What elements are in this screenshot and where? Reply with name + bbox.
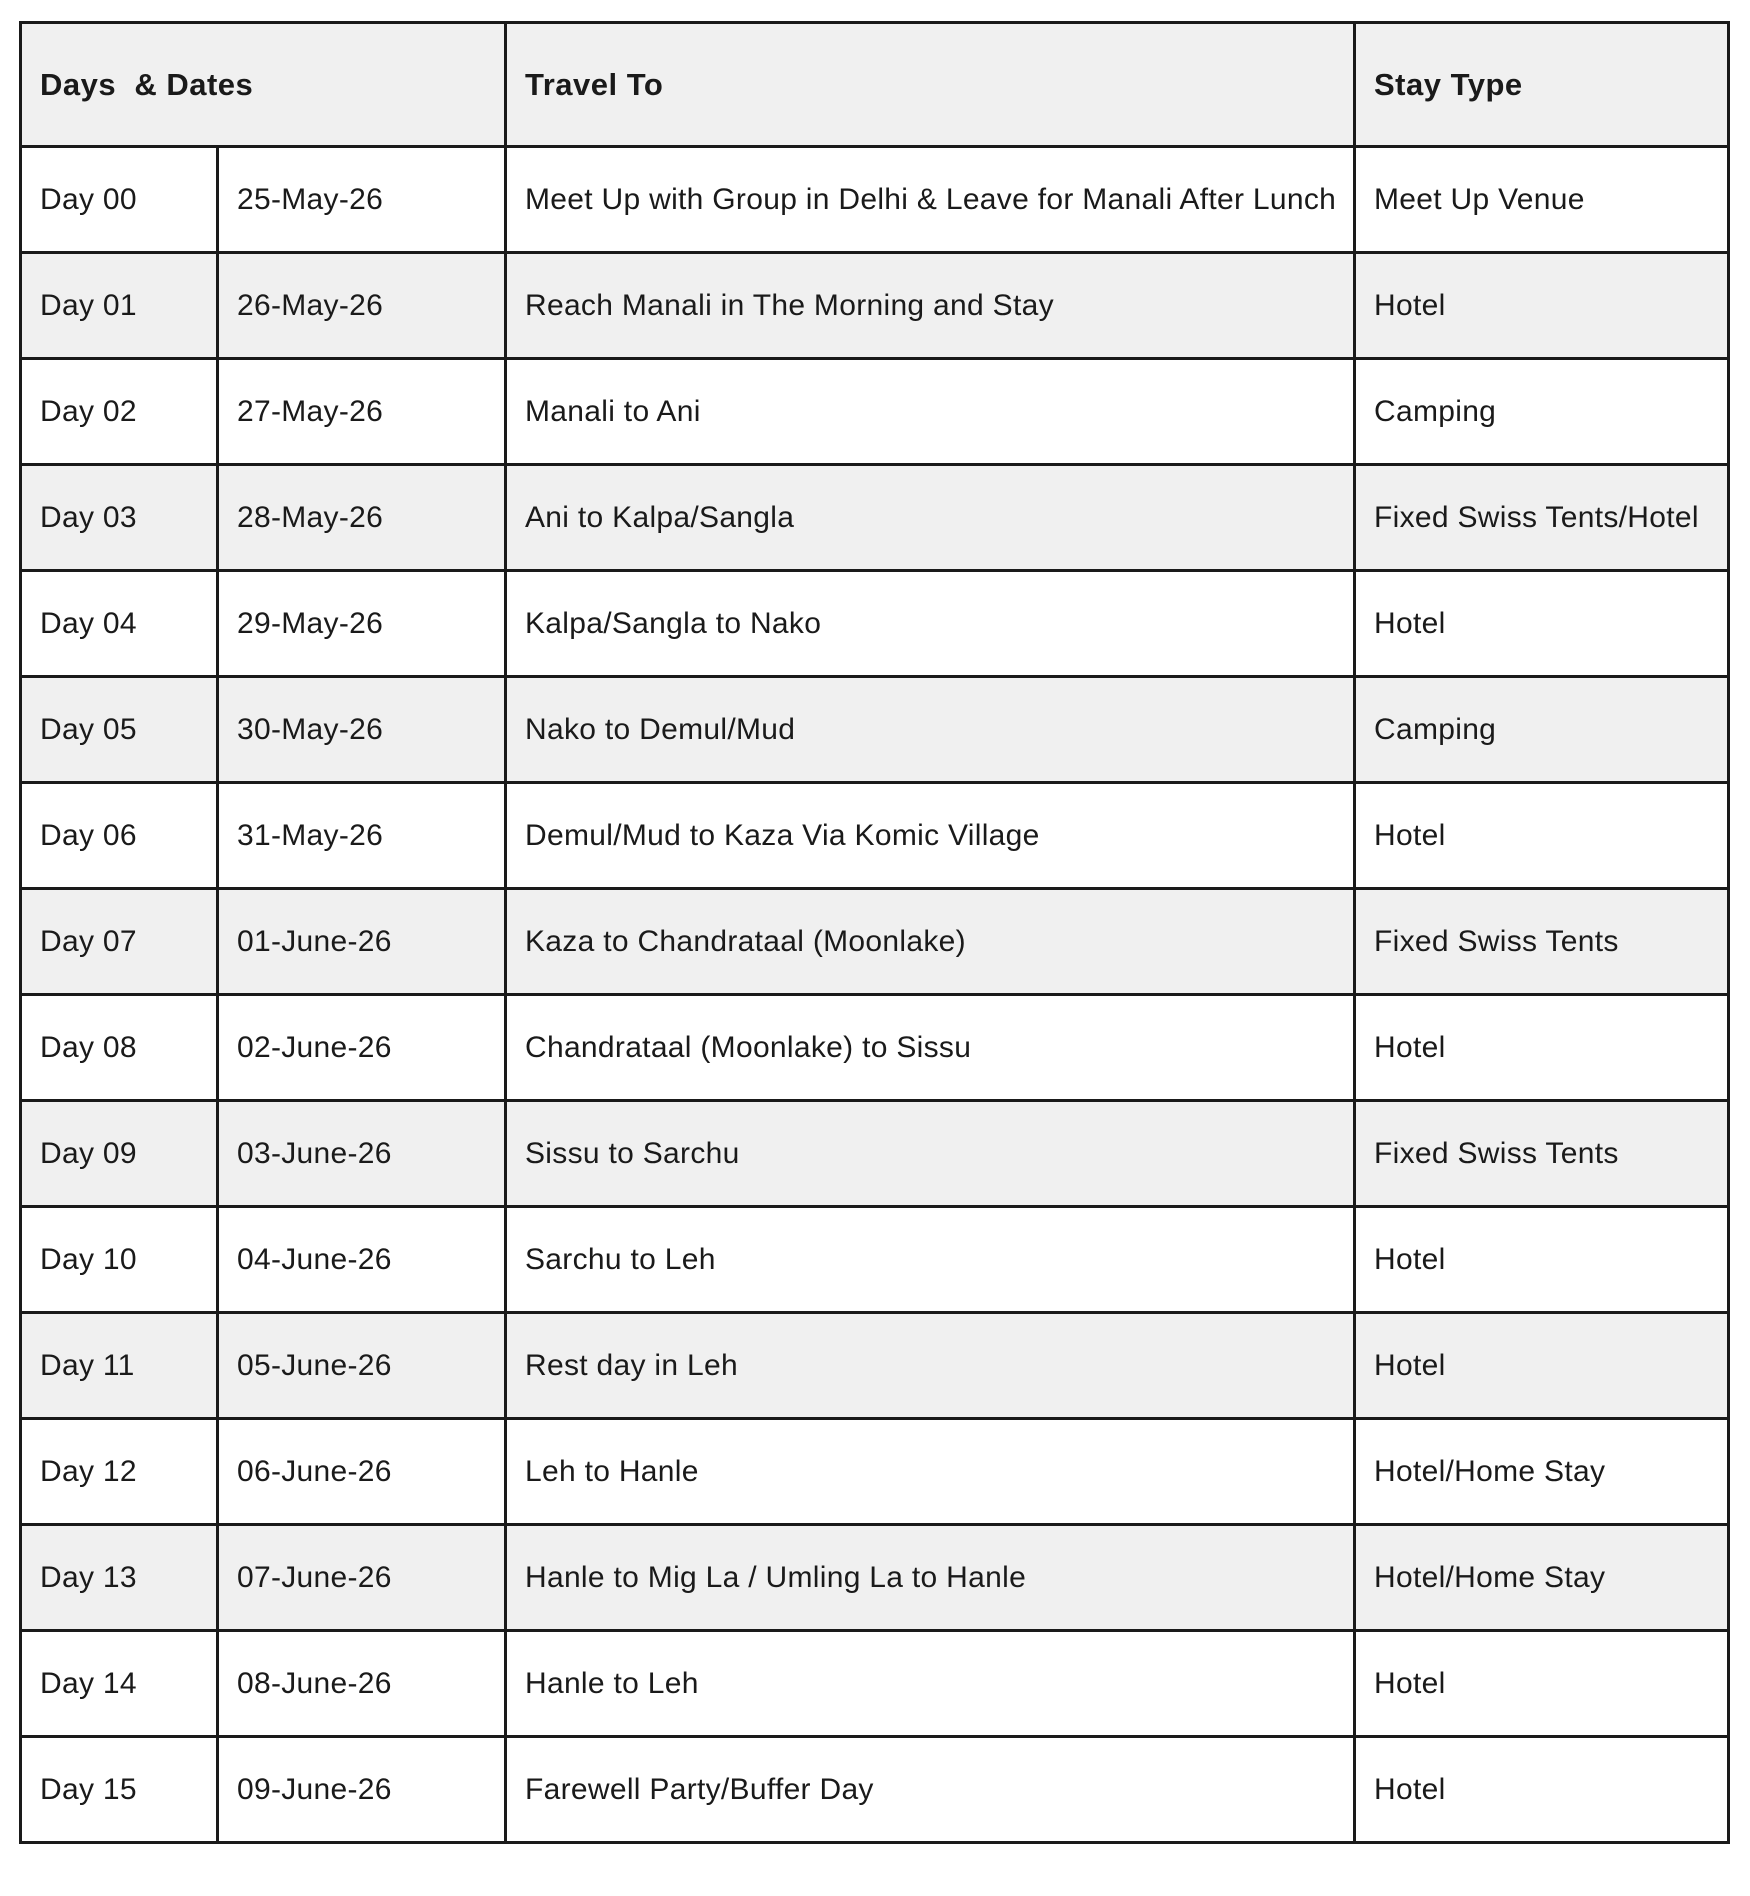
stay-type-cell: Hotel xyxy=(1355,1631,1729,1737)
day-cell: Day 01 xyxy=(21,253,218,359)
stay-type-cell: Hotel/Home Stay xyxy=(1355,1419,1729,1525)
date-cell: 30-May-26 xyxy=(218,677,506,783)
stay-type-cell: Hotel xyxy=(1355,253,1729,359)
table-row xyxy=(21,1737,1729,1843)
date-cell: 26-May-26 xyxy=(218,253,506,359)
day-cell: Day 04 xyxy=(21,571,218,677)
travel-to-cell: Hanle to Mig La / Umling La to Hanle xyxy=(506,1525,1355,1631)
table-row xyxy=(21,147,1729,253)
stay-type-cell: Fixed Swiss Tents xyxy=(1355,1101,1729,1207)
travel-to-cell: Reach Manali in The Morning and Stay xyxy=(506,253,1355,359)
day-cell: Day 08 xyxy=(21,995,218,1101)
table-row xyxy=(21,1207,1729,1313)
date-cell: 06-June-26 xyxy=(218,1419,506,1525)
table-row xyxy=(21,783,1729,889)
stay-type-cell: Meet Up Venue xyxy=(1355,147,1729,253)
day-cell: Day 15 xyxy=(21,1737,218,1843)
travel-to-cell: Chandrataal (Moonlake) to Sissu xyxy=(506,995,1355,1101)
table-row xyxy=(21,571,1729,677)
travel-to-cell: Meet Up with Group in Delhi & Leave for Manali After Lunch xyxy=(506,147,1355,253)
date-cell: 31-May-26 xyxy=(218,783,506,889)
stay-type-cell: Fixed Swiss Tents xyxy=(1355,889,1729,995)
stay-type-cell: Camping xyxy=(1355,359,1729,465)
day-cell: Day 13 xyxy=(21,1525,218,1631)
day-cell: Day 11 xyxy=(21,1313,218,1419)
stay-type-cell: Hotel xyxy=(1355,783,1729,889)
table-row xyxy=(21,465,1729,571)
travel-to-cell: Nako to Demul/Mud xyxy=(506,677,1355,783)
day-cell: Day 03 xyxy=(21,465,218,571)
travel-to-cell: Hanle to Leh xyxy=(506,1631,1355,1737)
date-cell: 25-May-26 xyxy=(218,147,506,253)
stay-type-cell: Hotel xyxy=(1355,1737,1729,1843)
date-cell: 28-May-26 xyxy=(218,465,506,571)
day-cell: Day 07 xyxy=(21,889,218,995)
stay-type-cell: Hotel xyxy=(1355,995,1729,1101)
travel-to-cell: Kalpa/Sangla to Nako xyxy=(506,571,1355,677)
travel-to-cell: Demul/Mud to Kaza Via Komic Village xyxy=(506,783,1355,889)
header-stay-type: Stay Type xyxy=(1355,23,1729,147)
travel-to-cell: Sarchu to Leh xyxy=(506,1207,1355,1313)
table-row xyxy=(21,1419,1729,1525)
table-row xyxy=(21,1631,1729,1737)
date-cell: 09-June-26 xyxy=(218,1737,506,1843)
travel-to-cell: Farewell Party/Buffer Day xyxy=(506,1737,1355,1843)
day-cell: Day 12 xyxy=(21,1419,218,1525)
date-cell: 02-June-26 xyxy=(218,995,506,1101)
table-row xyxy=(21,889,1729,995)
stay-type-cell: Hotel xyxy=(1355,1313,1729,1419)
day-cell: Day 10 xyxy=(21,1207,218,1313)
stay-type-cell: Hotel/Home Stay xyxy=(1355,1525,1729,1631)
travel-to-cell: Kaza to Chandrataal (Moonlake) xyxy=(506,889,1355,995)
itinerary-table xyxy=(19,21,1730,1844)
header-row xyxy=(21,23,1729,147)
date-cell: 05-June-26 xyxy=(218,1313,506,1419)
table-row xyxy=(21,253,1729,359)
date-cell: 29-May-26 xyxy=(218,571,506,677)
day-cell: Day 14 xyxy=(21,1631,218,1737)
day-cell: Day 06 xyxy=(21,783,218,889)
date-cell: 01-June-26 xyxy=(218,889,506,995)
date-cell: 08-June-26 xyxy=(218,1631,506,1737)
header-travel-to: Travel To xyxy=(506,23,1355,147)
table-row xyxy=(21,359,1729,465)
table-row xyxy=(21,677,1729,783)
table-row xyxy=(21,1313,1729,1419)
date-cell: 03-June-26 xyxy=(218,1101,506,1207)
table-row xyxy=(21,995,1729,1101)
travel-to-cell: Rest day in Leh xyxy=(506,1313,1355,1419)
date-cell: 07-June-26 xyxy=(218,1525,506,1631)
stay-type-cell: Camping xyxy=(1355,677,1729,783)
table-row xyxy=(21,1101,1729,1207)
table-row xyxy=(21,1525,1729,1631)
day-cell: Day 05 xyxy=(21,677,218,783)
stay-type-cell: Hotel xyxy=(1355,571,1729,677)
day-cell: Day 00 xyxy=(21,147,218,253)
stay-type-cell: Fixed Swiss Tents/Hotel xyxy=(1355,465,1729,571)
day-cell: Day 02 xyxy=(21,359,218,465)
header-days-dates: Days & Dates xyxy=(21,23,506,147)
day-cell: Day 09 xyxy=(21,1101,218,1207)
travel-to-cell: Ani to Kalpa/Sangla xyxy=(506,465,1355,571)
stay-type-cell: Hotel xyxy=(1355,1207,1729,1313)
travel-to-cell: Sissu to Sarchu xyxy=(506,1101,1355,1207)
date-cell: 04-June-26 xyxy=(218,1207,506,1313)
date-cell: 27-May-26 xyxy=(218,359,506,465)
travel-to-cell: Leh to Hanle xyxy=(506,1419,1355,1525)
travel-to-cell: Manali to Ani xyxy=(506,359,1355,465)
